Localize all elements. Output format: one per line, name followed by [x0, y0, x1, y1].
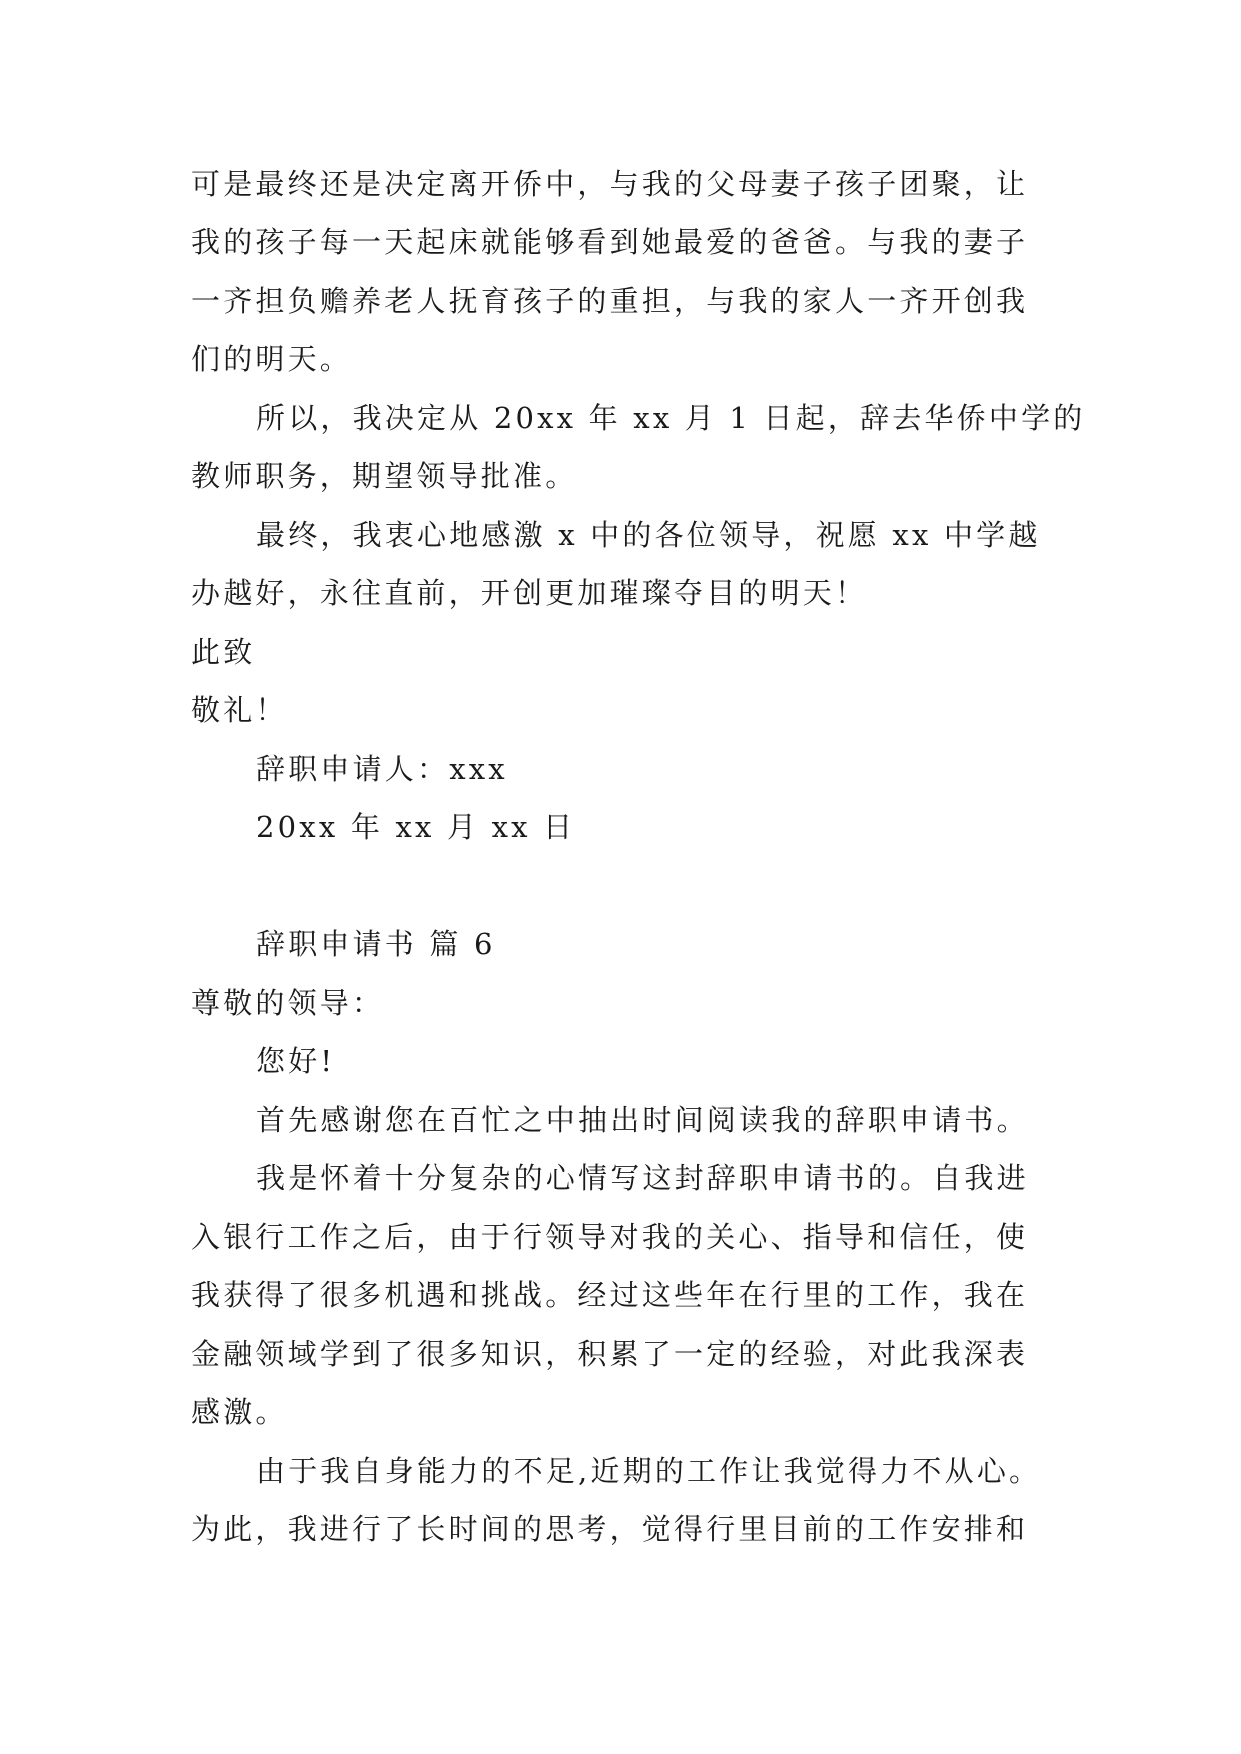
paragraph-line: 金融领域学到了很多知识，积累了一定的经验，对此我深表 — [191, 1337, 1029, 1371]
closing-regards: 敬礼！ — [191, 693, 288, 727]
paragraph-line: 我获得了很多机遇和挑战。经过这些年在行里的工作，我在 — [191, 1278, 1029, 1312]
letter-greeting: 尊敬的领导： — [191, 986, 385, 1020]
paragraph-line: 所以，我决定从 20xx 年 xx 月 1 日起，辞去华侨中学的 — [256, 401, 1086, 435]
paragraph-line: 入银行工作之后，由于行领导对我的关心、指导和信任，使 — [191, 1220, 1029, 1254]
paragraph-line: 我的孩子每一天起床就能够看到她最爱的爸爸。与我的妻子 — [191, 225, 1029, 259]
paragraph-line: 教师职务，期望领导批准。 — [191, 459, 578, 493]
paragraph-line: 感激。 — [191, 1395, 288, 1429]
paragraph-line: 为此，我进行了长时间的思考，觉得行里目前的工作安排和 — [191, 1512, 1029, 1546]
paragraph-line: 首先感谢您在百忙之中抽出时间阅读我的辞职申请书。 — [256, 1103, 1029, 1137]
paragraph-line: 们的明天。 — [191, 342, 353, 376]
letter-hello: 您好! — [256, 1044, 336, 1078]
signature-date: 20xx 年 xx 月 xx 日 — [256, 810, 576, 844]
paragraph-line: 办越好，永往直前，开创更加璀璨夺目的明天！ — [191, 576, 868, 610]
paragraph-line: 最终，我衷心地感激 x 中的各位领导，祝愿 xx 中学越 — [256, 518, 1041, 552]
paragraph-line: 我是怀着十分复杂的心情写这封辞职申请书的。自我进 — [256, 1161, 1029, 1195]
signature-name: 辞职申请人：xxx — [256, 752, 508, 786]
paragraph-line: 一齐担负赡养老人抚育孩子的重担，与我的家人一齐开创我 — [191, 284, 1029, 318]
paragraph-line: 可是最终还是决定离开侨中，与我的父母妻子孩子团聚，让 — [191, 167, 1029, 201]
section-title: 辞职申请书 篇 6 — [256, 927, 496, 961]
paragraph-line: 由于我自身能力的不足,近期的工作让我觉得力不从心。 — [256, 1454, 1042, 1488]
closing-salutation: 此致 — [191, 635, 256, 669]
